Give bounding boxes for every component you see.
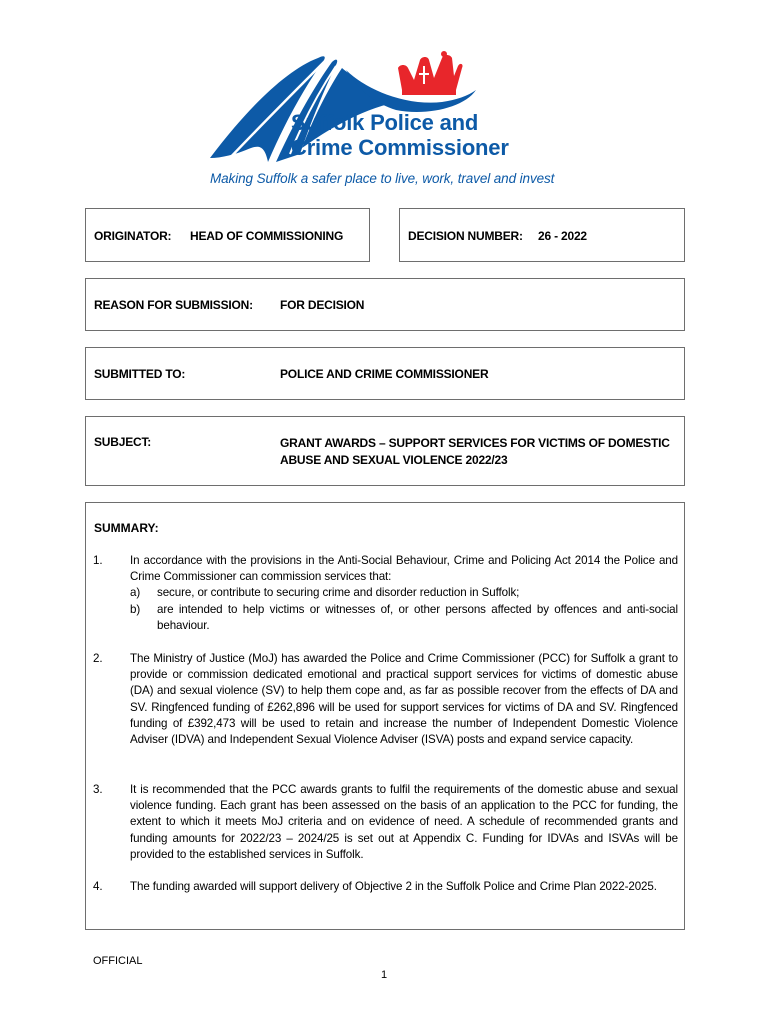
summary-item-text: The Ministry of Justice (MoJ) has awarded the Police and Crime Commissioner (PCC) for Suffolk a grant to provide or commission dedicated emotional and practical support services for victims of domestic abuse (DA) and sexual violence (SV) to help them cope and, as far as possible recover from the effects of DA and SV. Ringfenced funding of £262,896 will be used for support services for victims of DA and SV. Ringfenced funding of £392,473 will be used to retain and increase the number of Independent Domestic Violence Adviser (IDVA) and Independent Sexual Violence Adviser (ISVA) posts and expand service capacity. bbox=[130, 652, 678, 747]
summary-subitem-letter: a) bbox=[130, 586, 141, 600]
decision-number-box bbox=[399, 208, 685, 262]
summary-subitem bbox=[130, 602, 678, 634]
submitted-to-label: SUBMITTED TO: bbox=[94, 367, 186, 381]
summary-title: SUMMARY: bbox=[94, 521, 159, 535]
subject-box bbox=[85, 416, 685, 486]
organisation-name bbox=[291, 110, 509, 160]
decision-number-label: DECISION NUMBER: bbox=[408, 229, 523, 243]
summary-subitem-text: secure, or contribute to securing crime and disorder reduction in Suffolk; bbox=[157, 586, 520, 600]
summary-subitem bbox=[130, 585, 678, 601]
decision-number-value: 26 - 2022 bbox=[538, 229, 587, 243]
organisation-name-line2: Crime Commissioner bbox=[291, 135, 509, 160]
page-number: 1 bbox=[381, 969, 388, 981]
summary-item-number: 1. bbox=[93, 554, 103, 567]
summary-item bbox=[93, 553, 678, 634]
reason-box bbox=[85, 278, 685, 331]
summary-item-number: 2. bbox=[93, 652, 103, 665]
summary-item-number: 3. bbox=[93, 783, 103, 796]
summary-item-text: In accordance with the provisions in the Anti-Social Behaviour, Crime and Policing Act 2014 the Police and Crime Commissioner can commission services that: bbox=[130, 554, 678, 584]
summary-item bbox=[93, 879, 678, 895]
summary-item-text: It is recommended that the PCC awards grants to fulfil the requirements of the domestic abuse and sexual violence funding. Each grant has been assessed on the basis of an application to the PCC for funding, the extent to which it meets MoJ criteria and on evidence of need. A schedule of recommended grants and funding amounts for 2022/23 – 2024/25 is set out at Appendix C. Funding for IDVAs and ISVAs will be provided to the established services in Suffolk. bbox=[130, 783, 678, 861]
summary-item-text: The funding awarded will support delivery of Objective 2 in the Suffolk Police and Crime Plan 2022-2025. bbox=[130, 880, 657, 893]
crown-icon bbox=[394, 50, 464, 96]
tagline: Making Suffolk a safer place to live, work, travel and invest bbox=[210, 171, 555, 186]
submitted-to-value: POLICE AND CRIME COMMISSIONER bbox=[280, 367, 489, 381]
classification-label: OFFICIAL bbox=[93, 955, 143, 967]
submitted-to-box bbox=[85, 347, 685, 400]
summary-item bbox=[93, 651, 678, 748]
reason-label: REASON FOR SUBMISSION: bbox=[94, 298, 253, 312]
summary-box bbox=[85, 502, 685, 930]
reason-value: FOR DECISION bbox=[280, 298, 365, 312]
subject-value: GRANT AWARDS – SUPPORT SERVICES FOR VICTIMS OF DOMESTIC ABUSE AND SEXUAL VIOLENCE 2022/23 bbox=[280, 436, 670, 467]
summary-item-number: 4. bbox=[93, 880, 103, 893]
originator-label: ORIGINATOR: bbox=[94, 229, 172, 243]
summary-item bbox=[93, 782, 678, 863]
summary-subitem-letter: b) bbox=[130, 602, 141, 616]
organisation-name-line1: Suffolk Police and bbox=[291, 110, 479, 135]
summary-subitem-text: are intended to help victims or witnesses of, or other persons affected by offences and anti-social behaviour. bbox=[157, 602, 678, 632]
originator-value: HEAD OF COMMISSIONING bbox=[190, 229, 344, 243]
subject-label: SUBJECT: bbox=[94, 435, 152, 449]
originator-box bbox=[85, 208, 370, 262]
